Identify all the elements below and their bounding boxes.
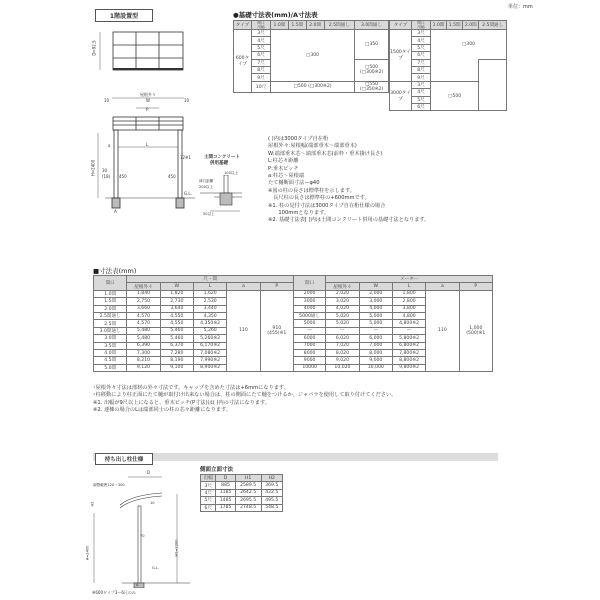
table-cell: 6尺 xyxy=(412,103,431,110)
table-cell: 4尺 xyxy=(412,37,431,44)
legend-note: 長尺柱の長さは標準柱の+600mmです。 xyxy=(268,195,370,202)
table-cell: — xyxy=(293,327,325,334)
legend-notes xyxy=(268,136,429,225)
table-cell: 3,800 xyxy=(392,305,425,312)
table-cell: 8,000 xyxy=(359,349,392,356)
h2-label: H2 xyxy=(90,501,95,507)
dim-450-label-right: 450 xyxy=(168,174,176,179)
foundation-table-1500-3000 xyxy=(389,20,507,111)
table-cell: 5,020 xyxy=(326,320,359,327)
table-cell: 3.0間通し xyxy=(94,327,127,334)
table-cell: 7,990※2 xyxy=(193,357,226,364)
table-cell: 5,460 xyxy=(160,335,193,342)
a-label: a xyxy=(108,143,111,148)
table-header: 2.5間通し xyxy=(479,21,507,30)
table-cell: 9,800※2 xyxy=(392,364,425,371)
table-cell: 5,480 xyxy=(127,327,160,334)
table-cell: 3尺 xyxy=(412,30,431,37)
table-cell: 4,570 xyxy=(127,312,160,319)
legend-note: ( )内は3000タイプ自在桁 xyxy=(268,136,329,142)
table-cell: 7尺 xyxy=(252,59,271,66)
table-cell: 5尺 xyxy=(201,497,216,504)
p-label: P xyxy=(146,107,149,112)
table-header: 出幅 xyxy=(201,475,216,482)
table-cell: 4尺 xyxy=(252,37,271,44)
table-cell: 2.5間 xyxy=(94,320,127,327)
p-value-sub: (500)※1 xyxy=(466,330,486,336)
table-cell: 10,000 xyxy=(359,364,392,371)
post-offset-label: 72※1 xyxy=(180,155,191,160)
dimension-note: ※2. 連棟の場合のLは端部同士の柱の芯々距離になります。 xyxy=(93,407,231,414)
h-label-2: H=2400 xyxy=(85,545,90,561)
side-elevation-table xyxy=(200,474,283,512)
extended-post-footnote: ※600タイプ3～6尺のみ xyxy=(92,590,136,595)
legend-note: P:垂木ピッチ xyxy=(268,165,299,172)
table-cell: 4,550 xyxy=(160,320,193,327)
legend-note: ※2. 基礎寸法表[ ]内は土間コンクリート併用の基礎寸法となります。 xyxy=(268,217,430,224)
foot-a-label-2: A xyxy=(136,583,139,587)
table-row xyxy=(201,482,283,489)
table-cell: 7,080※2 xyxy=(193,349,226,356)
table-cell: 8,210 xyxy=(127,357,160,364)
table-header: 2.0間 xyxy=(463,21,479,30)
table-cell: 9000 xyxy=(293,357,325,364)
d-height-label: D=92.5 xyxy=(91,40,97,56)
table-cell: 495.5 xyxy=(261,497,282,504)
table-row xyxy=(234,81,389,92)
table-cell: 1,800 xyxy=(392,290,425,297)
table-header: 1.5間 xyxy=(288,21,306,30)
table-header: L xyxy=(392,283,425,290)
table-header: a xyxy=(426,283,459,290)
table-cell: 5000 xyxy=(293,320,325,327)
table-cell: 1485 xyxy=(216,497,235,504)
concrete-distance: 縁石距離200以上 xyxy=(199,179,214,189)
dim-10-label: 10 xyxy=(150,501,155,505)
table-cell xyxy=(355,59,389,81)
legend-note: L:柱芯々距離 xyxy=(268,158,299,165)
extended-post-title: 持ち出し柱仕様 xyxy=(95,453,153,465)
h1-label: H1=2200 xyxy=(174,539,179,557)
table-cell: 1,820 xyxy=(160,290,193,297)
table-header: H2 xyxy=(261,475,282,482)
table-cell: 1,840 xyxy=(127,290,160,297)
table-cell xyxy=(355,81,389,92)
table-cell: 2.5間通し xyxy=(94,312,127,319)
dim-30-label: 30 xyxy=(102,168,108,173)
table-row xyxy=(390,21,507,30)
p-value-cell xyxy=(459,290,492,371)
table-cell: 4.5間 xyxy=(94,357,127,364)
table-cell: 1185 xyxy=(216,489,235,496)
cell-text: (□350※2) xyxy=(359,86,384,92)
table-cell: 5尺 xyxy=(412,96,431,103)
table-row xyxy=(94,283,493,290)
table-header: 1.0間 xyxy=(431,21,447,30)
d-label: D xyxy=(147,470,151,475)
table-cell: 4.0間 xyxy=(94,349,127,356)
concrete-title: 土間コンクリート xyxy=(204,155,240,160)
table-row xyxy=(201,475,283,482)
table-cell: 4,350※2 xyxy=(193,320,226,327)
table-cell: 7,300 xyxy=(127,349,160,356)
table-cell: 4,350 xyxy=(193,312,226,319)
table-cell: 3000 xyxy=(293,298,325,305)
table-header: 3.0間通し xyxy=(355,21,389,30)
type-cell: 600タイプ xyxy=(234,30,252,93)
table-cell: 3,000 xyxy=(359,298,392,305)
a-value-cell: 110 xyxy=(426,290,459,371)
table-row xyxy=(201,497,283,504)
cell-text: 出幅 xyxy=(257,25,265,29)
table-header: L xyxy=(193,283,226,290)
gl-label-2: G.L. xyxy=(152,566,160,570)
table-header: 間口 xyxy=(94,276,127,291)
table-cell: 8,190 xyxy=(160,357,193,364)
dim-450-label: 450 xyxy=(119,174,127,179)
table-header: 2.5間通し xyxy=(324,21,355,30)
table-header: 1.0間 xyxy=(271,21,289,30)
table-cell: □500 xyxy=(431,81,479,111)
table-cell: 8尺 xyxy=(252,66,271,73)
table-cell: — xyxy=(359,327,392,334)
table-cell: 2,020 xyxy=(326,290,359,297)
table-cell: 4,800 xyxy=(392,312,425,319)
table-cell: 2695.5 xyxy=(235,497,261,504)
table-cell: 8,800※2 xyxy=(392,357,425,364)
table-cell: 1785 xyxy=(216,504,235,511)
gl-label: G.L. xyxy=(184,191,192,196)
edge-left-label: 10 xyxy=(104,98,110,103)
table-cell: 6,800※2 xyxy=(392,342,425,349)
table-cell: 10,020 xyxy=(326,364,359,371)
table-cell: 4000 xyxy=(293,305,325,312)
table-cell: 6,020 xyxy=(326,335,359,342)
legend-note: たて樋断面寸法ーφ40 xyxy=(268,180,320,187)
table-cell: 6,170※2 xyxy=(193,342,226,349)
table-row xyxy=(234,30,389,37)
table-cell: 5尺 xyxy=(412,44,431,51)
table-cell: 5,000 xyxy=(359,320,392,327)
table-cell: 2000 xyxy=(293,290,325,297)
table-cell: 10尺 xyxy=(252,81,271,92)
table-cell: 6尺 xyxy=(201,504,216,511)
table-row xyxy=(201,489,283,496)
table-cell: □300 xyxy=(431,30,507,60)
table-cell: 5,260 xyxy=(193,327,226,334)
table-cell: 1.0間 xyxy=(94,290,127,297)
dimension-note: ･屋根外々寸法は部材の外々寸法です。キャップを含めた寸法は+6mmになります。 xyxy=(93,385,289,391)
table-cell: 7,800※2 xyxy=(392,349,425,356)
table-header: 間口 xyxy=(293,276,325,291)
legend-note: ※1. 柱の見付寸法は3000タイプ自在桁仕様の場合 xyxy=(268,202,386,209)
table-cell: 6尺 xyxy=(252,52,271,59)
table-cell: 7,020 xyxy=(326,342,359,349)
table-cell: 5,460 xyxy=(160,327,193,334)
table-cell: 5,480 xyxy=(127,335,160,342)
dim-70-label: 70 xyxy=(140,534,145,538)
table-header xyxy=(412,21,431,30)
table-header: a xyxy=(227,283,260,290)
cell-text: (□300※2) xyxy=(359,70,384,76)
p-value-cell xyxy=(260,290,293,371)
table-cell: 3000タイプ xyxy=(390,81,412,111)
table-cell: 1.5間 xyxy=(94,298,127,305)
table-cell: 9尺 xyxy=(412,74,431,81)
table-row xyxy=(94,290,493,297)
table-row xyxy=(234,21,389,30)
table-cell: 4,020 xyxy=(326,305,359,312)
table-cell: 1,620 xyxy=(193,290,226,297)
table-cell: 369.5 xyxy=(261,482,282,489)
table-cell: 4尺 xyxy=(201,489,216,496)
table-cell: 422.5 xyxy=(261,489,282,496)
table-cell xyxy=(431,59,479,81)
table-cell: 2,530 xyxy=(193,298,226,305)
foundation-table-title: ●基礎寸法表(mm)/A寸法表 xyxy=(233,11,318,19)
table-cell: 2748.5 xyxy=(235,504,261,511)
legend-note: 屋根外々:屋根幅(端部垂木～端部垂木) xyxy=(268,143,357,150)
table-cell: 2,750 xyxy=(127,298,160,305)
table-header: タイプ xyxy=(390,21,412,30)
table-header: 1.5間 xyxy=(447,21,463,30)
table-cell: 3尺 xyxy=(201,482,216,489)
h-label: H=2400 xyxy=(90,159,96,177)
legend-note: 100mmとなります。 xyxy=(268,210,330,217)
table-cell: 8,020 xyxy=(326,349,359,356)
table-header: P xyxy=(459,283,492,290)
table-cell: 6尺 xyxy=(412,52,431,59)
value-cell: □300 xyxy=(271,30,355,82)
table-cell: 885 xyxy=(216,482,235,489)
unit-label: 単位：mm xyxy=(508,4,533,10)
table-cell: 5,020 xyxy=(326,312,359,319)
concrete-foundation-drawing xyxy=(200,175,242,215)
table-cell: 2,800 xyxy=(392,298,425,305)
table-cell: 2,000 xyxy=(359,290,392,297)
cell-text: 間口 xyxy=(257,21,265,25)
dimension-table-title: ■寸法表(mm) xyxy=(93,267,137,275)
table-header: メーター xyxy=(326,276,493,283)
dimension-note: ※1. 出幅が9尺以上になると、垂木ピッチ(P寸法)は( )内の寸法になります。 xyxy=(93,399,270,406)
table-cell: 7000 xyxy=(293,342,325,349)
cell-text: 出幅 xyxy=(417,25,425,29)
table-row xyxy=(94,276,493,283)
dimension-note: ･柱移動により柱正面にたて樋が取付け出来ない場合は、柱の側面にたて樋をつけるか、ジャバラを使用して取り付けてください。 xyxy=(93,392,397,399)
table-cell: 9,100 xyxy=(160,364,193,371)
table-cell: 2642.5 xyxy=(235,489,261,496)
dim-18-label: (18) xyxy=(102,174,111,179)
table-cell: 9,020 xyxy=(326,357,359,364)
table-cell: 4,570 xyxy=(127,320,160,327)
foundation-table-600 xyxy=(233,20,389,93)
dimension-table xyxy=(93,275,493,372)
table-header: P xyxy=(260,283,293,290)
table-cell: 5.0間 xyxy=(94,364,127,371)
table-cell: 8,900※2 xyxy=(193,364,226,371)
table-row xyxy=(201,504,283,511)
table-cell: 6,000 xyxy=(359,335,392,342)
table-cell: 2,730 xyxy=(160,298,193,305)
side-table-title: 側面立面寸法 xyxy=(200,467,234,473)
table-cell: 6000 xyxy=(293,335,325,342)
cell-text: □500 xyxy=(364,65,379,71)
table-cell: □500 (□300※2) xyxy=(271,81,355,92)
table-cell: 8000 xyxy=(293,349,325,356)
cell-text: □550 xyxy=(364,81,379,87)
table-cell: 5000通し xyxy=(293,312,325,319)
table-cell: 7尺 xyxy=(412,59,431,66)
table-header: 尺・間 xyxy=(127,276,294,283)
table-cell: 3.5間 xyxy=(94,342,127,349)
table-cell: 3,660 xyxy=(127,305,160,312)
table-cell: 5,260※2 xyxy=(193,335,226,342)
legend-note: a:柱芯～屋根端 xyxy=(268,173,305,180)
table-cell: 4,800※2 xyxy=(392,320,425,327)
table-cell: — xyxy=(392,327,425,334)
installation-type-label: 1階設置型 xyxy=(95,9,153,22)
table-cell: 5,000 xyxy=(359,312,392,319)
dimension-notes xyxy=(93,385,396,415)
l-label: L xyxy=(146,142,149,147)
w-label: W xyxy=(146,98,150,103)
header-type: タイプ xyxy=(234,21,252,30)
table-cell: — xyxy=(326,327,359,334)
table-cell: 4,550 xyxy=(160,312,193,319)
table-cell: 3.0間 xyxy=(94,335,127,342)
p-value-sub: (455)※1 xyxy=(267,330,287,336)
table-cell: □350 xyxy=(355,30,389,60)
table-cell: 4,000 xyxy=(359,305,392,312)
concrete-subtitle: 併用基礎 xyxy=(210,161,228,166)
a-value-cell: 110 xyxy=(227,290,260,371)
table-cell: 2589.5 xyxy=(235,482,261,489)
table-row xyxy=(390,30,507,37)
table-cell: 9尺 xyxy=(252,74,271,81)
table-cell: 2.0間 xyxy=(94,305,127,312)
table-cell: 5,800※2 xyxy=(392,335,425,342)
header-diag xyxy=(252,21,271,30)
table-cell: 10000 xyxy=(293,364,325,371)
section-bar xyxy=(93,453,498,461)
table-cell: 7,280 xyxy=(160,349,193,356)
adjust-range-label: 調整範囲120～300 xyxy=(93,483,125,487)
table-cell: 9,120 xyxy=(127,364,160,371)
table-cell: 3,440 xyxy=(193,305,226,312)
table-header: W xyxy=(359,283,392,290)
table-cell: 6,390 xyxy=(127,342,160,349)
table-header: W xyxy=(160,283,193,290)
p-value: 1,000 xyxy=(469,325,483,331)
table-cell: 4尺 xyxy=(412,89,431,96)
legend-note: W:端部垂木芯～端部垂木芯(前枠・垂木掛け長さ) xyxy=(268,150,383,157)
cell-text: 間口 xyxy=(417,21,425,25)
concrete-note: 100以上 xyxy=(224,171,239,175)
table-header: H1 xyxy=(235,475,261,482)
table-cell: 9,000 xyxy=(359,357,392,364)
table-cell: 548.5 xyxy=(261,504,282,511)
legend-note: ※図の柱の長さは標準柱を示します。 xyxy=(268,187,355,194)
table-cell: 5尺 xyxy=(252,44,271,51)
roof-outer-label: 屋根外々 xyxy=(140,92,156,97)
table-cell: 6,370 xyxy=(160,342,193,349)
edge-right-label: 10 xyxy=(184,98,190,103)
table-header: 2.0間 xyxy=(306,21,324,30)
table-cell: 3,640 xyxy=(160,305,193,312)
p-value: 910 xyxy=(272,325,282,331)
table-cell: 8尺 xyxy=(412,66,431,73)
concrete-min-label: 50以上 xyxy=(203,212,215,216)
table-cell: 3尺 xyxy=(252,30,271,37)
foot-a-label: A xyxy=(114,209,117,214)
table-cell xyxy=(479,59,507,111)
table-cell: 1500タイプ xyxy=(390,30,412,82)
table-header: D xyxy=(216,475,235,482)
table-header: 屋根外々 xyxy=(326,283,359,290)
table-header: 屋根外々 xyxy=(127,283,160,290)
table-cell: 3尺 xyxy=(412,81,431,88)
table-cell: 3,020 xyxy=(326,298,359,305)
table-cell: 7,000 xyxy=(359,342,392,349)
